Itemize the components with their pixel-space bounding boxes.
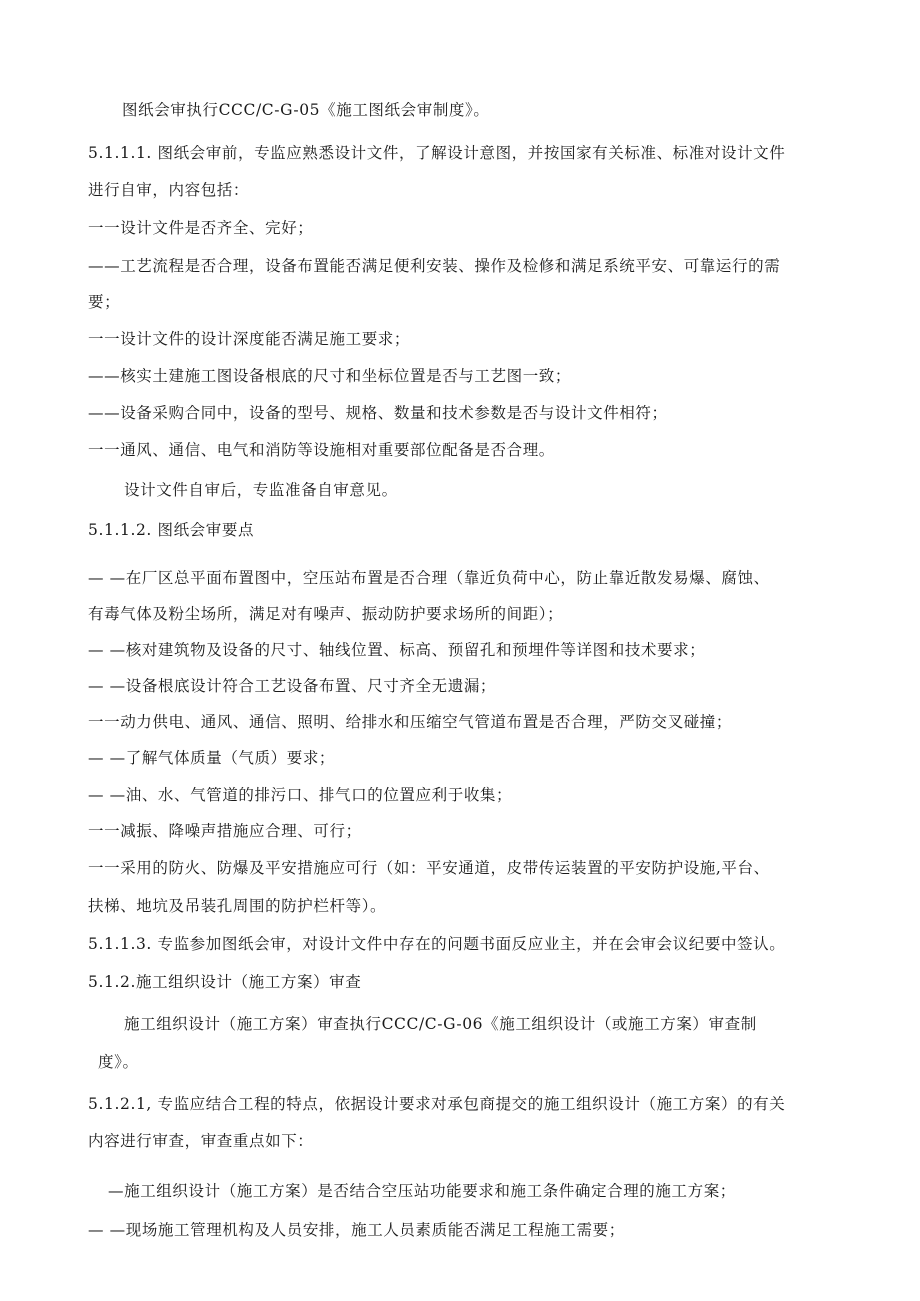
clause-5-1-1-1: 5.1.1.1. 图纸会审前，专监应熟悉设计文件，了解设计意图，并按国家有关标准、标准对设计文件	[88, 144, 786, 162]
list-item-pipeline-layout: 一一动力供电、通风、通信、照明、给排水和压缩空气管道布置是否合理，严防交叉碰撞；	[88, 713, 733, 731]
section-5-1-2-heading: 5.1.2.施工组织设计（施工方案）审查	[88, 973, 362, 991]
list-item-fire-explosion-safety: 一一采用的防火、防爆及平安措施应可行（如：平安通道，皮带传运装置的平安防护设施,平台、	[88, 859, 770, 877]
list-item-process-flow-continued: 要；	[88, 293, 121, 311]
list-item-site-layout-continued: 有毒气体及粉尘场所，满足对有噪声、振动防护要求场所的间距）；	[88, 605, 564, 623]
list-item-drain-outlets: — —油、水、气管道的排污口、排气口的位置应利于收集；	[88, 786, 513, 804]
clause-5-1-2-1: 5.1.2.1, 专监应结合工程的特点，依据设计要求对承包商提交的施工组织设计（施工方案）的有关	[88, 1095, 786, 1113]
list-item-vibration-noise: 一一减振、降噪声措施应合理、可行；	[88, 822, 362, 840]
list-item-gas-quality: — —了解气体质量（气质）要求；	[88, 749, 336, 767]
list-item-design-depth: 一一设计文件的设计深度能否满足施工要求；	[88, 330, 411, 348]
clause-5-1-1-1-continued: 进行自审，内容包括：	[88, 181, 250, 199]
paragraph-self-review-opinion: 设计文件自审后，专监准备自审意见。	[124, 481, 398, 499]
list-item-building-dimensions: — —核对建筑物及设备的尺寸、轴线位置、标高、预留孔和预埋件等详图和技术要求；	[88, 641, 706, 659]
list-item-design-completeness: 一一设计文件是否齐全、完好；	[88, 219, 314, 237]
list-item-site-layout: — —在厂区总平面布置图中，空压站布置是否合理（靠近负荷中心，防止靠近散发易爆、腐蚀、	[88, 569, 770, 587]
list-item-construction-plan-fit: —施工组织设计（施工方案）是否结合空压站功能要求和施工条件确定合理的施工方案；	[108, 1182, 736, 1200]
clause-5-1-1-2-heading: 5.1.1.2. 图纸会审要点	[88, 521, 255, 539]
list-item-equipment-foundation: — —设备根底设计符合工艺设备布置、尺寸齐全无遗漏；	[88, 677, 497, 695]
clause-5-1-2-1-continued: 内容进行审查，审查重点如下：	[88, 1132, 314, 1150]
list-item-ventilation-facilities: 一一通风、通信、电气和消防等设施相对重要部位配备是否合理。	[88, 441, 555, 459]
paragraph-construction-plan-review: 施工组织设计（施工方案）审查执行CCC/C-G-06《施工组织设计（或施工方案）审查制	[124, 1015, 757, 1033]
list-item-site-management: — —现场施工管理机构及人员安排，施工人员素质能否满足工程施工需要；	[88, 1221, 625, 1239]
paragraph-construction-plan-review-continued: 度》。	[98, 1053, 139, 1071]
list-item-fire-explosion-safety-continued: 扶梯、地坑及吊装孔周围的防护栏杆等）。	[88, 897, 387, 915]
list-item-procurement-contract: ——设备采购合同中，设备的型号、规格、数量和技术参数是否与设计文件相符；	[88, 404, 668, 422]
clause-5-1-1-3: 5.1.1.3. 专监参加图纸会审，对设计文件中存在的问题书面反应业主，并在会审会议纪要中签认。	[88, 935, 786, 953]
list-item-foundation-check: ——核实土建施工图设备根底的尺寸和坐标位置是否与工艺图一致；	[88, 367, 572, 385]
list-item-process-flow: ——工艺流程是否合理，设备布置能否满足便利安装、操作及检修和满足系统平安、可靠运行的需	[88, 257, 781, 275]
paragraph-drawing-review-rule: 图纸会审执行CCC/C-G-05《施工图纸会审制度》。	[122, 101, 490, 119]
